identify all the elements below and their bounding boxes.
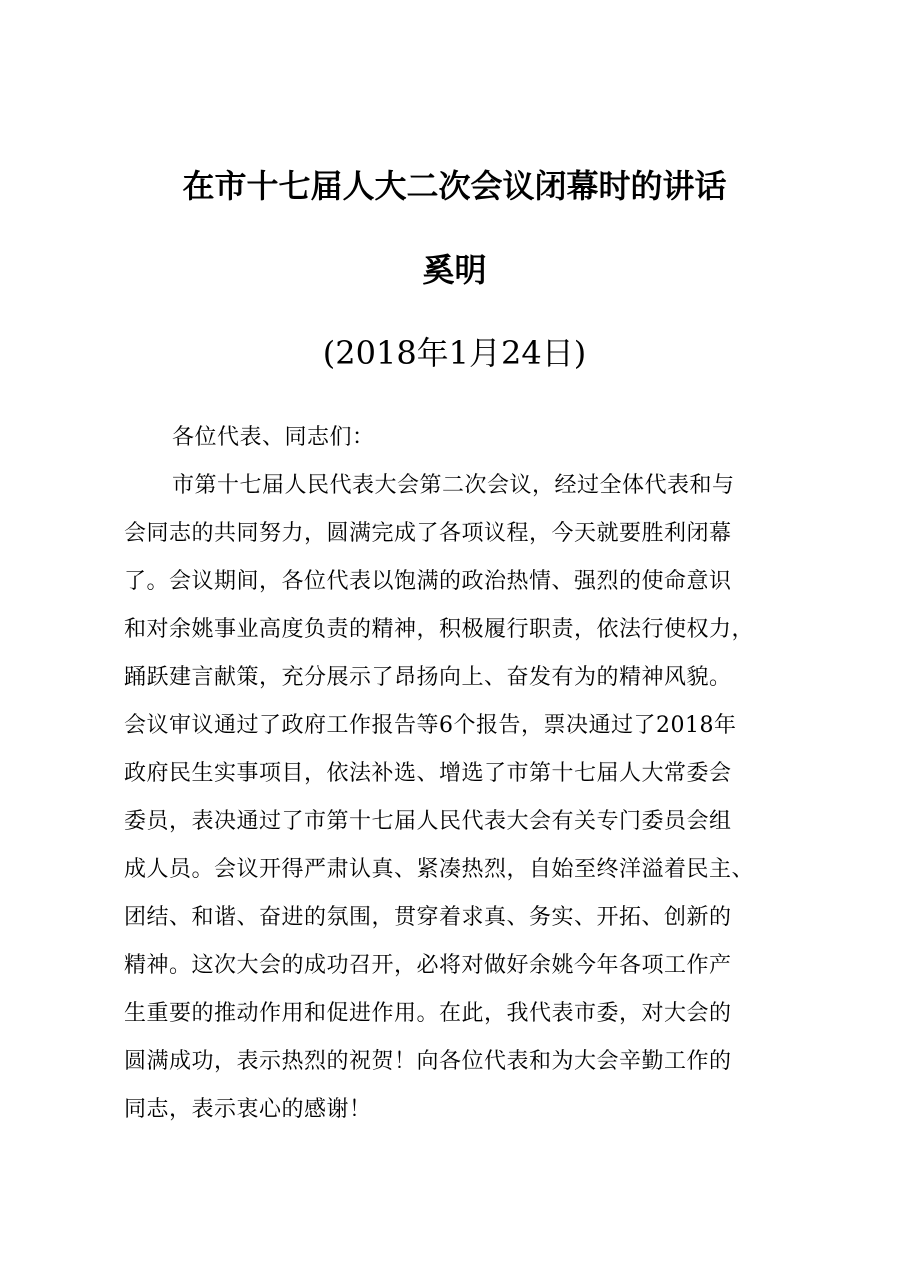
paragraph-line: 委员，表决通过了市第十七届人民代表大会有关专门委员会组 xyxy=(124,809,732,834)
paragraph-line: 生重要的推动作用和促进作用。在此，我代表市委，对大会的 xyxy=(124,1001,732,1026)
paragraph-line: 精神。这次大会的成功召开，必将对做好余姚今年各项工作产 xyxy=(124,953,732,978)
body-paragraph xyxy=(124,462,804,1134)
speaker-name: 奚明 xyxy=(422,251,487,289)
paragraph-line: 同志，表示衷心的感谢！ xyxy=(124,1097,372,1122)
paragraph-line: 政府民生实事项目，依法补选、增选了市第十七届人大常委会 xyxy=(124,761,732,786)
paragraph-line: 和对余姚事业高度负责的精神，积极履行职责，依法行使权力， xyxy=(124,617,755,642)
document-title: 在市十七届人大二次会议闭幕时的讲话 xyxy=(182,167,727,205)
paragraph-line: 市第十七届人民代表大会第二次会议，经过全体代表和与 xyxy=(172,473,735,498)
paragraph-line: 踊跃建言献策，充分展示了昂扬向上、奋发有为的精神风貌。 xyxy=(124,665,732,690)
paragraph-line: 会议审议通过了政府工作报告等6个报告，票决通过了2018年 xyxy=(124,713,737,738)
paragraph-line: 团结、和谐、奋进的氛围，贯穿着求真、务实、开拓、创新的 xyxy=(124,905,732,930)
salutation: 各位代表、同志们： xyxy=(172,425,375,450)
paragraph-line: 了。会议期间，各位代表以饱满的政治热情、强烈的使命意识 xyxy=(124,569,732,594)
paragraph-line: 圆满成功，表示热烈的祝贺！向各位代表和为大会辛勤工作的 xyxy=(124,1049,732,1074)
paragraph-line: 会同志的共同努力，圆满完成了各项议程，今天就要胜利闭幕 xyxy=(124,521,732,546)
paragraph-line: 成人员。会议开得严肃认真、紧凑热烈，自始至终洋溢着民主、 xyxy=(124,857,755,882)
speech-date: (2018年1月24日) xyxy=(322,334,587,372)
